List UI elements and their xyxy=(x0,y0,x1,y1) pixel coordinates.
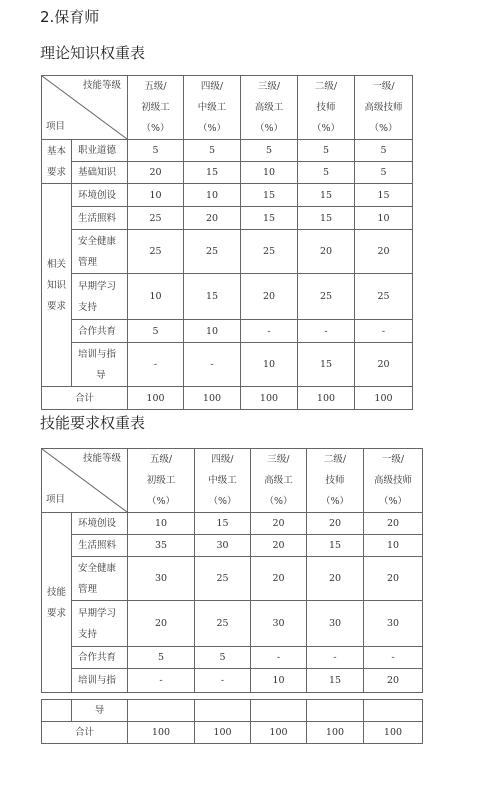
value-cell: - xyxy=(307,647,364,669)
table-row xyxy=(42,343,413,387)
table-row xyxy=(42,140,413,162)
value-cell: 20 xyxy=(128,162,184,184)
row-label: 早期学习 支持 xyxy=(72,601,128,647)
total-row xyxy=(42,722,423,744)
value-cell: 30 xyxy=(364,601,423,647)
empty-cell xyxy=(307,700,364,722)
value-cell: - xyxy=(355,320,413,343)
corner-bottom-label: 项目 xyxy=(46,494,66,505)
value-cell: - xyxy=(298,320,355,343)
value-cell: 20 xyxy=(128,601,195,647)
total-cell: 100 xyxy=(364,722,423,744)
skill-weight-table xyxy=(41,448,423,693)
table-row xyxy=(42,207,413,230)
value-cell: 25 xyxy=(195,557,251,601)
value-cell: 15 xyxy=(298,184,355,207)
value-cell: 15 xyxy=(195,513,251,535)
row-label: 合作共育 xyxy=(72,647,128,669)
skill-weight-table-continued xyxy=(41,699,423,744)
row-label: 环境创设 xyxy=(72,513,128,535)
value-cell: - xyxy=(241,320,298,343)
value-cell: 5 xyxy=(195,647,251,669)
value-cell: 5 xyxy=(298,140,355,162)
value-cell: 25 xyxy=(298,274,355,320)
skill-table-title: 技能要求权重表 xyxy=(40,414,146,432)
table-row xyxy=(42,320,413,343)
level-header-cell: 五级/ 初级工 （%） xyxy=(128,76,184,140)
total-label: 合计 xyxy=(42,722,128,744)
total-cell: 100 xyxy=(241,387,298,410)
value-cell: 5 xyxy=(241,140,298,162)
level-header-cell: 一级/ 高级技师 （%） xyxy=(364,449,423,513)
level-header-cell: 五级/ 初级工 （%） xyxy=(128,449,195,513)
value-cell: 35 xyxy=(128,535,195,557)
value-cell: 25 xyxy=(355,274,413,320)
row-label-continued: 导 xyxy=(72,700,128,722)
value-cell: 10 xyxy=(241,343,298,387)
value-cell: 30 xyxy=(128,557,195,601)
level-header-cell: 四级/ 中级工 （%） xyxy=(184,76,241,140)
row-label: 早期学习 支持 xyxy=(72,274,128,320)
value-cell: 15 xyxy=(184,274,241,320)
value-cell: 10 xyxy=(241,162,298,184)
value-cell: 20 xyxy=(298,230,355,274)
total-cell: 100 xyxy=(184,387,241,410)
value-cell: 20 xyxy=(364,557,423,601)
value-cell: 5 xyxy=(355,162,413,184)
table-row xyxy=(42,535,423,557)
total-row xyxy=(42,387,413,410)
value-cell: 20 xyxy=(364,513,423,535)
category-cell: 相关 知识 要求 xyxy=(42,184,72,387)
value-cell: 10 xyxy=(184,184,241,207)
level-header-cell: 二级/ 技师 （%） xyxy=(307,449,364,513)
total-cell: 100 xyxy=(251,722,307,744)
value-cell: 10 xyxy=(128,184,184,207)
level-header-cell: 一级/ 高级技师 （%） xyxy=(355,76,413,140)
value-cell: 20 xyxy=(251,535,307,557)
table-row xyxy=(42,162,413,184)
row-label: 生活照料 xyxy=(72,535,128,557)
value-cell: 10 xyxy=(251,669,307,693)
value-cell: 25 xyxy=(128,207,184,230)
table-row xyxy=(42,230,413,274)
level-header-cell: 四级/ 中级工 （%） xyxy=(195,449,251,513)
value-cell: 15 xyxy=(307,669,364,693)
table-row xyxy=(42,669,423,693)
value-cell: 10 xyxy=(184,320,241,343)
value-cell: 20 xyxy=(364,669,423,693)
value-cell: 10 xyxy=(364,535,423,557)
value-cell: 10 xyxy=(355,207,413,230)
total-cell: 100 xyxy=(128,722,195,744)
value-cell: 5 xyxy=(298,162,355,184)
value-cell: - xyxy=(128,669,195,693)
table-row xyxy=(42,184,413,207)
value-cell: 20 xyxy=(251,557,307,601)
row-label: 环境创设 xyxy=(72,184,128,207)
level-header-cell: 二级/ 技师 （%） xyxy=(298,76,355,140)
total-label: 合计 xyxy=(42,387,128,410)
empty-cell xyxy=(128,700,195,722)
level-header-cell: 三级/ 高级工 （%） xyxy=(241,76,298,140)
value-cell: 15 xyxy=(355,184,413,207)
table-row xyxy=(42,647,423,669)
value-cell: 25 xyxy=(195,601,251,647)
value-cell: 20 xyxy=(251,513,307,535)
value-cell: 5 xyxy=(355,140,413,162)
table-row xyxy=(42,557,423,601)
total-cell: 100 xyxy=(355,387,413,410)
value-cell: 15 xyxy=(241,207,298,230)
level-header-cell: 三级/ 高级工 （%） xyxy=(251,449,307,513)
value-cell: - xyxy=(251,647,307,669)
empty-cell xyxy=(364,700,423,722)
value-cell: - xyxy=(364,647,423,669)
category-cell: 基本 要求 xyxy=(42,140,72,184)
corner-top-label: 技能等级 xyxy=(82,80,121,91)
value-cell: 15 xyxy=(307,535,364,557)
row-label: 安全健康 管理 xyxy=(72,230,128,274)
section-title: 2.保育师 xyxy=(40,8,100,26)
row-label: 基础知识 xyxy=(72,162,128,184)
total-cell: 100 xyxy=(128,387,184,410)
value-cell: 20 xyxy=(355,343,413,387)
value-cell: 20 xyxy=(184,207,241,230)
corner-bottom-label: 项目 xyxy=(46,121,66,132)
table-row xyxy=(42,274,413,320)
value-cell: 25 xyxy=(241,230,298,274)
corner-top-label: 技能等级 xyxy=(82,453,121,464)
value-cell: 25 xyxy=(128,230,184,274)
value-cell: 15 xyxy=(298,207,355,230)
header-corner-cell xyxy=(42,76,128,140)
value-cell: 5 xyxy=(184,140,241,162)
value-cell: 20 xyxy=(307,557,364,601)
category-cell: 技能 要求 xyxy=(42,513,72,693)
value-cell: 20 xyxy=(241,274,298,320)
theory-table-title: 理论知识权重表 xyxy=(40,44,146,62)
value-cell: 5 xyxy=(128,320,184,343)
total-cell: 100 xyxy=(307,722,364,744)
value-cell: 15 xyxy=(241,184,298,207)
value-cell: 15 xyxy=(298,343,355,387)
theory-weight-table xyxy=(41,75,413,410)
table-row xyxy=(42,700,423,722)
value-cell: 20 xyxy=(307,513,364,535)
value-cell: 30 xyxy=(251,601,307,647)
value-cell: 25 xyxy=(184,230,241,274)
empty-cell xyxy=(251,700,307,722)
value-cell: 15 xyxy=(184,162,241,184)
header-corner-cell xyxy=(42,449,128,513)
value-cell: 5 xyxy=(128,647,195,669)
row-label: 培训与指 导 xyxy=(72,343,128,387)
table-row xyxy=(42,601,423,647)
row-label: 培训与指 xyxy=(72,669,128,693)
row-label: 职业道德 xyxy=(72,140,128,162)
table-header-row xyxy=(42,76,413,140)
value-cell: 10 xyxy=(128,513,195,535)
value-cell: 10 xyxy=(128,274,184,320)
table-row xyxy=(42,513,423,535)
row-label: 生活照料 xyxy=(72,207,128,230)
value-cell: 20 xyxy=(355,230,413,274)
table-header-row xyxy=(42,449,423,513)
row-label: 合作共育 xyxy=(72,320,128,343)
value-cell: 30 xyxy=(195,535,251,557)
value-cell: - xyxy=(184,343,241,387)
value-cell: - xyxy=(128,343,184,387)
empty-cell xyxy=(42,700,72,722)
total-cell: 100 xyxy=(298,387,355,410)
value-cell: 30 xyxy=(307,601,364,647)
row-label: 安全健康 管理 xyxy=(72,557,128,601)
value-cell: - xyxy=(195,669,251,693)
empty-cell xyxy=(195,700,251,722)
total-cell: 100 xyxy=(195,722,251,744)
value-cell: 5 xyxy=(128,140,184,162)
